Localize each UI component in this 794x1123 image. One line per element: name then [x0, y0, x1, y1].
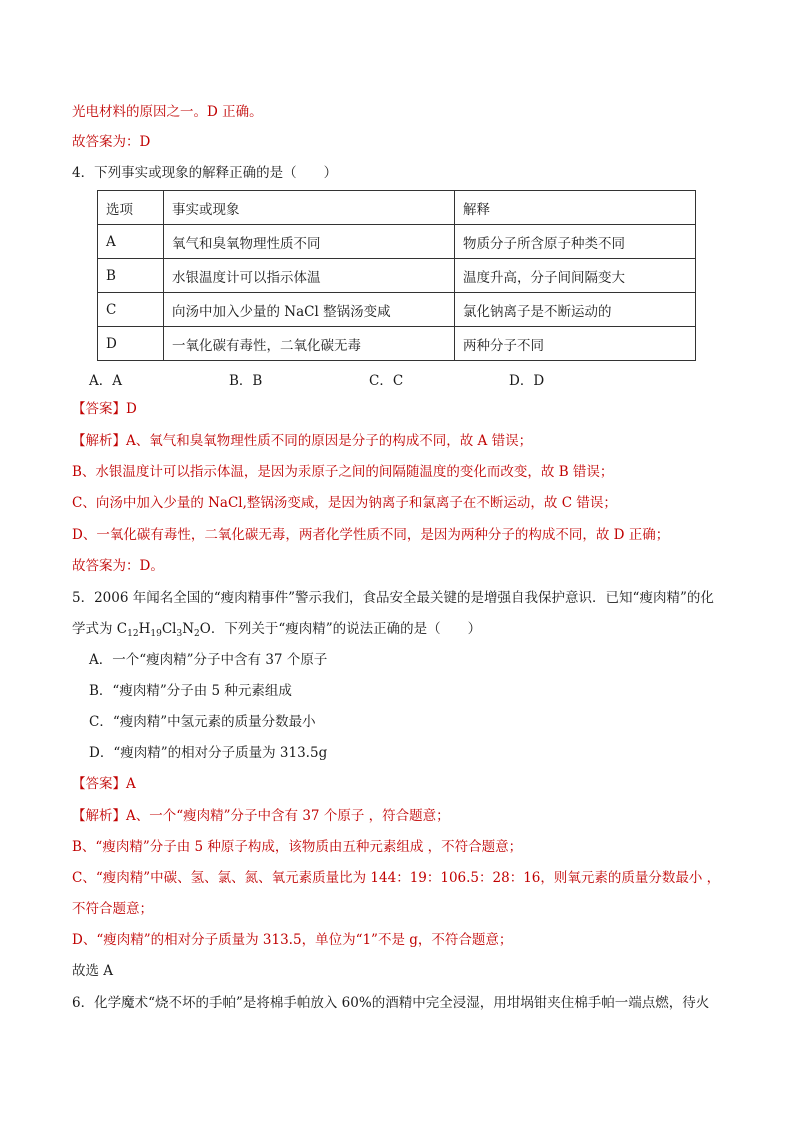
- q4-analysis-line: 故答案为：D。: [72, 558, 164, 574]
- table-row: [98, 225, 696, 259]
- q5-analysis-line: B、“瘦肉精”分子由 5 种原子构成，该物质由五种元素组成 ，不符合题意；: [72, 839, 523, 855]
- q5-analysis-line: 【解析】A、一个“瘦肉精”分子中含有 37 个原子 ，符合题意；: [72, 808, 450, 824]
- table-header-cell: 解释: [455, 191, 696, 225]
- table-cell: 温度升高，分子间间隔变大: [455, 259, 696, 293]
- q4-option-d: D．D: [509, 373, 545, 389]
- q5-answer: 【答案】A: [72, 776, 136, 792]
- q6-stem-line-1: 6．化学魔术“烧不坏的手帕”是将棉手帕放入 60%的酒精中完全浸湿，用坩埚钳夹住棉手帕一端点燃，待火: [72, 995, 710, 1011]
- q4-analysis-line: C、向汤中加入少量的 NaCl,整锅汤变咸，是因为钠离子和氯离子在不断运动，故 C 错误；: [72, 495, 617, 511]
- q5-option-a: A．一个“瘦肉精”分子中含有 37 个原子: [89, 652, 328, 668]
- table-cell: C: [98, 293, 164, 327]
- q4-option-a: A．A: [89, 373, 122, 389]
- chemical-formula: $C_{12}H_{19}Cl_3N_2O$: [116, 621, 211, 639]
- intro-line-1: 光电材料的原因之一。D 正确。: [72, 104, 263, 120]
- q4-option-c: C．C: [369, 373, 404, 389]
- table-header-row: [98, 191, 696, 225]
- q5-stem-line-2: 学式为 $C_{12}H_{19}Cl_3N_2O$．下列关于“瘦肉精”的说法正确的是（ ）: [72, 621, 482, 639]
- q4-answer: 【答案】D: [72, 401, 137, 417]
- table-cell: A: [98, 225, 164, 259]
- q5-analysis-line: 不符合题意；: [72, 901, 153, 917]
- q4-table: [97, 190, 696, 361]
- q5-option-d: D．“瘦肉精”的相对分子质量为 313.5g: [89, 745, 328, 761]
- q5-stem-line-1: 5．2006 年闻名全国的“瘦肉精事件”警示我们，食品安全最关键的是增强自我保护意识．已知“瘦肉精”的化: [72, 590, 714, 606]
- q5-final: 故选 A: [72, 963, 114, 979]
- q4-analysis-line: 【解析】A、氧气和臭氧物理性质不同的原因是分子的构成不同，故 A 错误；: [72, 433, 533, 449]
- table-row: [98, 293, 696, 327]
- q4-analysis-line: D、一氧化碳有毒性，二氧化碳无毒，两者化学性质不同，是因为两种分子的构成不同，故 D 正确；: [72, 527, 670, 543]
- table-row: [98, 259, 696, 293]
- table-cell: 向汤中加入少量的 NaCl 整锅汤变咸: [164, 293, 455, 327]
- table-cell: D: [98, 327, 164, 361]
- table-cell: 氧气和臭氧物理性质不同: [164, 225, 455, 259]
- table-row: [98, 327, 696, 361]
- table-header-cell: 选项: [98, 191, 164, 225]
- q5-analysis-line: D、“瘦肉精”的相对分子质量为 313.5，单位为“1”不是 g，不符合题意；: [72, 932, 513, 948]
- table-cell: 氯化钠离子是不断运动的: [455, 293, 696, 327]
- q4-options: [89, 369, 649, 389]
- q4-analysis-line: B、水银温度计可以指示体温，是因为汞原子之间的间隔随温度的变化而改变，故 B 错误；: [72, 464, 614, 480]
- table-cell: 一氧化碳有毒性，二氧化碳无毒: [164, 327, 455, 361]
- intro-line-2: 故答案为：D: [72, 134, 151, 150]
- q5-option-b: B．“瘦肉精”分子由 5 种元素组成: [89, 683, 292, 699]
- table-header-cell: 事实或现象: [164, 191, 455, 225]
- q5-option-c: C．“瘦肉精”中氢元素的质量分数最小: [89, 714, 316, 730]
- table-cell: 两种分子不同: [455, 327, 696, 361]
- q5-analysis-line: C、“瘦肉精”中碳、氢、氯、氮、氧元素质量比为 144：19：106.5：28：16，则氧元素的质量分数最小 ，: [72, 870, 721, 886]
- table-cell: 水银温度计可以指示体温: [164, 259, 455, 293]
- q4-stem: 4．下列事实或现象的解释正确的是（ ）: [72, 165, 338, 181]
- q4-option-b: B．B: [229, 373, 263, 389]
- table-cell: B: [98, 259, 164, 293]
- table-cell: 物质分子所含原子种类不同: [455, 225, 696, 259]
